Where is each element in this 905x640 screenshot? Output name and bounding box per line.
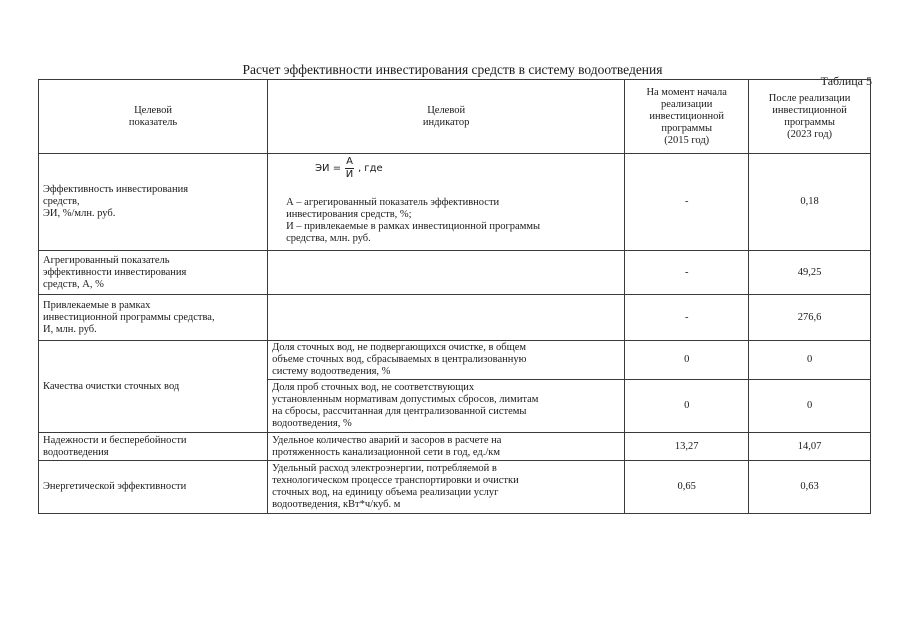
row-value-2015: - [625,251,749,295]
table-row [39,154,871,251]
row-description [268,295,625,341]
row-indicator: Энергетической эффективности [39,461,268,514]
row-value-2023: 0,18 [749,154,871,251]
table-row [39,461,871,514]
table-row [39,433,871,461]
table-number: Таблица 5 [820,74,872,88]
row-description: ЭИ = $\frac{А}{И}$ , где А – агрегированный показатель эффективности инвестирования средств, %; И – привлекаемые в рамках инвестиционной программы средства, млн. руб. [268,154,625,251]
row-value-2023: 49,25 [749,251,871,295]
header-2023: После реализации инвестиционной программы (2023 год) [749,80,871,154]
table-row [39,295,871,341]
row-description: Удельное количество аварий и засоров в расчете на протяженность канализационной сети в год, ед./км [268,433,625,461]
header-row [39,80,871,154]
table-row [39,251,871,295]
row-value-2015: - [625,154,749,251]
header-target-metric: Целевой индикатор [268,80,625,154]
row-value-2023: 0 [749,380,871,433]
row-indicator: Качества очистки сточных вод [39,341,268,433]
row-description: Удельный расход электроэнергии, потребляемой в технологическом процессе транспортировки и очистки сточных вод, на единицу объема реализации услуг водоотведения, кВт*ч/куб. м [268,461,625,514]
row-indicator: Эффективность инвестирования средств, ЭИ, %/млн. руб. [39,154,268,251]
row-value-2023: 276,6 [749,295,871,341]
table-row [39,341,871,380]
row-description [268,251,625,295]
row-description: Доля проб сточных вод, не соответствующих установленным нормативам допустимых сбросов, лимитам на сбросы, рассчитанная для централизованной системы водоотведения, % [268,380,625,433]
header-target-indicator: Целевой показатель [39,80,268,154]
row-value-2015: - [625,295,749,341]
row-indicator: Надежности и бесперебойности водоотведения [39,433,268,461]
row-indicator: Агрегированный показатель эффективности инвестирования средств, А, % [39,251,268,295]
investment-efficiency-table [38,79,871,514]
row-value-2015: 0 [625,341,749,380]
table-title: Расчет эффективности инвестирования средств в систему водоотведения [242,62,663,77]
row-value-2023: 14,07 [749,433,871,461]
row-value-2023: 0 [749,341,871,380]
row-value-2015: 0 [625,380,749,433]
row-value-2015: 13,27 [625,433,749,461]
row-indicator: Привлекаемые в рамках инвестиционной программы средства, И, млн. руб. [39,295,268,341]
formula-fraction: $\frac{А}{И}$ [345,156,354,180]
row-description: Доля сточных вод, не подвергающихся очистке, в общем объеме сточных вод, сбрасываемых в централизованную систему водоотведения, % [268,341,625,380]
row-value-2015: 0,65 [625,461,749,514]
efficiency-formula: ЭИ = $\frac{А}{И}$ , где [315,156,383,180]
row-value-2023: 0,63 [749,461,871,514]
header-2015: На момент начала реализации инвестиционной программы (2015 год) [625,80,749,154]
